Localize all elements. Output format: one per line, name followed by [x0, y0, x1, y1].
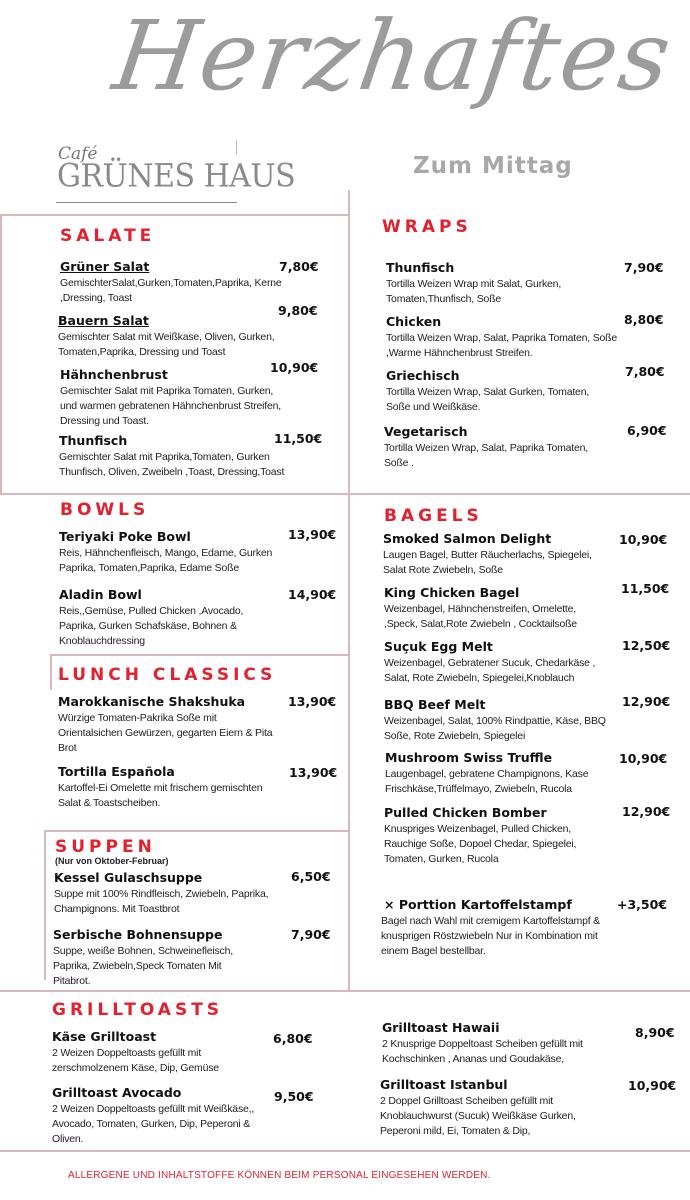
menu-item — [53, 927, 258, 989]
item-name: Grilltoast Avocado — [52, 1085, 182, 1100]
item-price: 13,90€ — [288, 527, 337, 542]
item-description: Würzige Tomaten-Pakrika Soße mit Orientalsichen Gewürzen, gegarten Eiern & Pita Brot — [58, 712, 273, 754]
item-description: 2 Knusprige Doppeltoast Scheiben gefüllt mit Kochschinken , Ananas und Goudakäse, — [382, 1038, 583, 1065]
item-description: 2 Weizen Doppeltoasts gefüllt mit zerschmolzenem Käse, Dip, Gemüse — [52, 1047, 219, 1074]
grilltoasts-bottom-divider — [0, 1150, 690, 1152]
item-description: Weizenbagel, Gebratener Sucuk, Chedarkäse , Salat, Rote Zwiebeln, Spiegelei,Knoblauch — [384, 657, 596, 684]
item-price: 10,90€ — [628, 1078, 677, 1093]
menu-item — [52, 1029, 267, 1076]
menu-item — [386, 314, 621, 361]
item-name: Hähnchenbrust — [60, 367, 168, 382]
item-price: 12,90€ — [622, 694, 671, 709]
lunch-left-divider — [50, 654, 52, 690]
item-description: Bagel nach Wahl mit cremigem Kartoffelstampf & knusprigen Röstzwiebeln Nur in Kombination mit einem Bagel bestellbar. — [381, 915, 600, 957]
bowls-top-divider — [0, 493, 348, 495]
top-divider — [0, 214, 348, 216]
section-title-lunch: LUNCH CLASSICS — [58, 665, 277, 685]
menu-item — [58, 313, 293, 360]
item-name: BBQ Beef Melt — [384, 697, 486, 712]
item-description: Weizenbagel, Hähnchenstreifen, Omelette, ,Speck, Salat,Rote Zwiebeln , Cocktailsoße — [384, 603, 577, 630]
item-name: Käse Grilltoast — [52, 1029, 157, 1044]
section-title-bowls: BOWLS — [60, 500, 150, 520]
menu-item — [381, 897, 606, 959]
item-description: Laugenbagel, gebratene Champignons, Kase Frischkäse,Trüffelmayo, Zwiebeln, Rucola — [385, 768, 589, 795]
menu-item — [60, 259, 285, 306]
item-name: Grilltoast Hawaii — [382, 1020, 500, 1035]
item-name: Teriyaki Poke Bowl — [59, 529, 191, 544]
item-price: 9,50€ — [274, 1089, 314, 1104]
menu-item — [60, 367, 285, 429]
menu-item — [59, 587, 279, 649]
suppen-top-divider — [44, 830, 348, 832]
item-name: Bauern Salat — [58, 313, 149, 328]
menu-item — [384, 639, 619, 686]
item-price: 13,90€ — [289, 765, 338, 780]
menu-item — [386, 260, 606, 307]
item-description: GemischterSalat,Gurken,Tomaten,Paprika, Kerne ,Dressing, Toast — [60, 277, 282, 304]
item-name: Griechisch — [386, 368, 460, 383]
item-description: Reis, Hähnchenfleisch, Mango, Edame, Gurken Paprika, Tomaten,Paprika, Edame Soße — [59, 547, 273, 574]
item-description: Reis,,Gemüse, Pulled Chicken ,Avocado, Paprika, Gurken Schafskäse, Bohnen & Knoblauchdressing — [59, 605, 244, 647]
item-description: Tortilla Weizen Wrap, Salat Gurken, Tomaten, Soße und Weißkäse. — [386, 386, 590, 413]
item-description: Gemischter Salat mit Paprika Tomaten, Gurken, und warmen gebratenen Hähnchenbrust Streifen, Dressing und Toast. — [60, 385, 281, 427]
section-title-salate: SALATE — [60, 226, 156, 246]
item-name: Thunfisch — [386, 260, 455, 275]
item-description: Tortilla Weizen Wrap, Salat, Paprika Tomaten, Soße ,Warme Hähnchenbrust Streifen. — [386, 332, 618, 359]
item-price: 7,90€ — [624, 260, 664, 275]
menu-item — [382, 1020, 607, 1067]
item-description: 2 Weizen Doppeltoasts gefüllt mit Weißkäse,, Avocado, Tomaten, Gurken, Dip, Peperoni & Oliven. — [52, 1103, 255, 1145]
item-description: Kartoffel-Ei Omelette mit frischem gemischten Salat & Toastscheiben. — [58, 782, 263, 809]
item-name: Suçuk Egg Melt — [384, 639, 493, 654]
item-price: 6,80€ — [273, 1031, 313, 1046]
menu-item — [385, 750, 610, 797]
item-name: Smoked Salmon Delight — [383, 531, 552, 546]
item-name: Tortilla Española — [58, 764, 175, 779]
section-title-suppen: SUPPEN — [55, 837, 156, 857]
center-divider — [348, 190, 350, 990]
menu-item — [383, 531, 613, 578]
item-price: 8,90€ — [635, 1025, 675, 1040]
menu-item — [384, 585, 609, 632]
item-name: × Porttion Kartoffelstampf — [384, 897, 572, 912]
menu-item — [54, 870, 269, 917]
item-description: Tortilla Weizen Wrap mit Salat, Gurken, Tomaten,Thunfisch, Soße — [386, 278, 562, 305]
item-name: Kessel Gulaschsuppe — [54, 870, 203, 885]
bagels-top-divider — [350, 493, 690, 495]
menu-item — [384, 805, 599, 867]
item-price: 9,80€ — [278, 303, 318, 318]
menu-item — [58, 764, 268, 811]
item-description: Knuspriges Weizenbagel, Pulled Chicken, Rauchige Soße, Dopoel Chedar, Spiegelei, Tomaten, Gurken, Rucola — [384, 823, 577, 865]
item-name: Vegetarisch — [384, 424, 468, 439]
item-price: 14,90€ — [288, 587, 337, 602]
item-price: 10,90€ — [619, 751, 668, 766]
cafe-logo — [56, 140, 296, 204]
left-edge-divider — [0, 214, 2, 494]
menu-item — [384, 697, 609, 744]
section-title-wraps: WRAPS — [382, 217, 472, 237]
menu-item — [52, 1085, 262, 1147]
item-name: Pulled Chicken Bomber — [384, 805, 547, 820]
item-price: 11,50€ — [621, 581, 670, 596]
logo-prefix: Café — [58, 144, 98, 164]
item-name: Thunfisch — [59, 433, 128, 448]
menu-item — [380, 1077, 605, 1139]
page-title: Herzhaftes — [107, 0, 680, 112]
item-description: Laugen Bagel, Butter Räucherlachs, Spiegelei, Salat Rote Zwiebeln, Soße — [383, 549, 592, 576]
item-name: Serbische Bohnensuppe — [53, 927, 223, 942]
item-price: 7,90€ — [291, 927, 331, 942]
item-description: Suppe, weiße Bohnen, Schweinefleisch, Paprika, Zwiebeln,Speck Tomaten Mit Pitabrot. — [53, 945, 233, 987]
item-name: Mushroom Swiss Truffle — [385, 750, 553, 765]
item-price: 7,80€ — [279, 259, 319, 274]
page-subtitle: Zum Mittag — [413, 153, 573, 179]
item-description: Gemischter Salat mit Weißkase, Oliven, Gurken, Tomaten,Paprika, Dressing und Toast — [58, 331, 275, 358]
item-price: 12,90€ — [622, 804, 671, 819]
lunch-top-divider — [50, 654, 348, 656]
item-description: Tortilla Weizen Wrap, Salat, Paprika Tomaten, Soße . — [384, 442, 589, 469]
item-price: 10,90€ — [270, 360, 319, 375]
section-title-grilltoasts: GRILLTOASTS — [52, 1000, 224, 1020]
item-name: Marokkanische Shakshuka — [58, 694, 246, 709]
item-description: 2 Doppel Grilltoast Scheiben gefüllt mit Knoblauchwurst (Sucuk) Weißkäse Gurken, Peperoni mild, Ei, Tomaten & Dip, — [380, 1095, 576, 1137]
item-description: Suppe mit 100% Rindfleisch, Zwiebeln, Paprika, Champignons. Mit Toastbrot — [54, 888, 269, 915]
suppen-left-divider — [44, 830, 46, 980]
item-name: Aladin Bowl — [59, 587, 142, 602]
item-price: 10,90€ — [619, 532, 668, 547]
item-name: King Chicken Bagel — [384, 585, 520, 600]
item-price: 6,90€ — [627, 423, 667, 438]
item-name: Grilltoast Istanbul — [380, 1077, 508, 1092]
item-price: 6,50€ — [291, 869, 331, 884]
logo-divider — [236, 140, 237, 154]
item-description: Weizenbagel, Salat, 100% Rindpattie, Käse, BBQ Soße, Rote Zwiebeln, Spiegelei — [384, 715, 606, 742]
allergen-notice: ALLERGENE UND INHALTSTOFFE KÖNNEN BEIM PERSONAL EINGESEHEN WERDEN. — [68, 1170, 491, 1181]
logo-underline — [56, 202, 237, 203]
item-name: Grüner Salat — [60, 259, 150, 274]
menu-item — [59, 433, 299, 480]
item-price: 12,50€ — [622, 638, 671, 653]
item-price: 13,90€ — [288, 694, 337, 709]
section-title-bagels: BAGELS — [384, 506, 483, 526]
menu-item — [384, 424, 614, 471]
menu-item — [59, 529, 294, 576]
item-price: 7,80€ — [625, 364, 665, 379]
item-price: 8,80€ — [624, 312, 664, 327]
logo-name: GRÜNES HAUS — [57, 158, 296, 195]
item-description: Gemischter Salat mit Paprika,Tomaten, Gurken Thunfisch, Oliven, Zweibeln ,Toast, Dressing,Toast — [59, 451, 285, 478]
grilltoasts-top-divider — [0, 990, 690, 992]
item-name: Chicken — [386, 314, 442, 329]
suppen-note: (Nur von Oktober-Februar) — [55, 856, 169, 866]
item-price: 11,50€ — [274, 431, 323, 446]
item-price: +3,50€ — [617, 897, 668, 912]
menu-item — [386, 368, 616, 415]
menu-item — [58, 694, 273, 756]
